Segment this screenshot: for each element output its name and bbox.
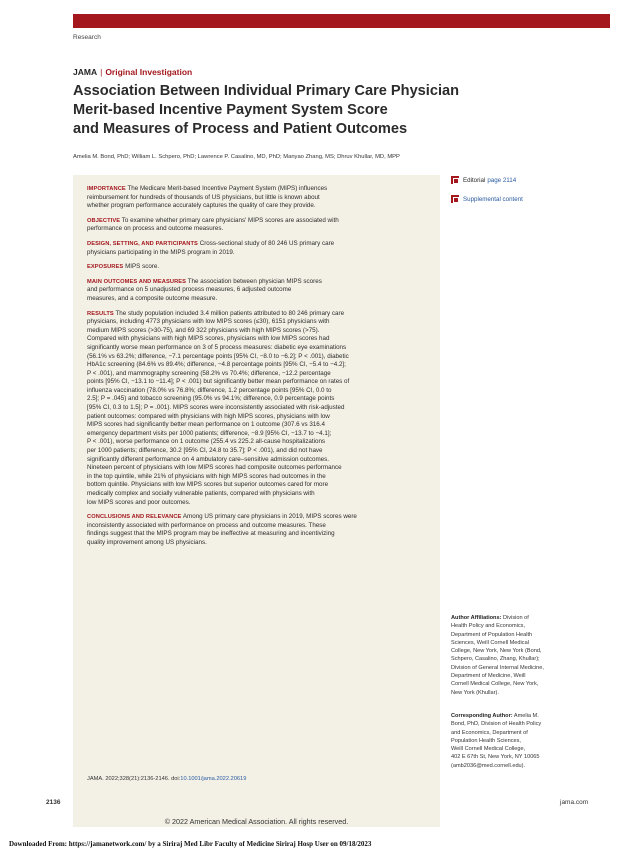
sidebar-line — [451, 672, 571, 680]
abstract-line: per 1000 patients; difference, 30.2 [95% CI, 24.8 to 35.7]; P < .001), and did not have — [87, 447, 323, 455]
abstract-outcomes — [87, 278, 432, 304]
abstract-line: Cross-sectional study of 80 246 US primary care — [199, 239, 335, 247]
article-type: Original Investigation — [105, 67, 193, 77]
sidebar-label: Corresponding Author: — [451, 713, 513, 719]
abstract-line: P < .001), and mammography screening (58.2% vs 70.4%; difference, −12.2 percentage — [87, 369, 331, 377]
journal-name: JAMA — [73, 67, 98, 77]
abstract-line: medically complex and socially vulnerable patients, compared with physicians with — [87, 490, 315, 497]
section-label-exposures: EXPOSURES — [87, 264, 124, 271]
abstract-line: Among US primary care physicians in 2019, MIPS scores were — [182, 513, 357, 521]
sidebar-line — [451, 720, 571, 728]
abstract-line: bottom quintile. Physicians with low MIPS scores but superior outcomes cared for more — [87, 481, 329, 489]
sidebar-text: New York (Khullar). — [451, 689, 499, 696]
section-label-objective: OBJECTIVE — [87, 217, 121, 224]
section-label-conclusions: CONCLUSIONS AND RELEVANCE — [87, 514, 182, 521]
abstract-line: The association between physician MIPS scores — [187, 277, 322, 285]
sidebar-text: and Economics, Department of — [451, 729, 528, 736]
abstract-line: and performance on 5 unadjusted process measures, 6 adjusted outcome — [87, 286, 292, 294]
abstract-line: quality improvement among US physicians. — [87, 538, 207, 546]
sidebar-text: (amb2036@med.cornell.edu). — [451, 762, 526, 769]
sidebar-text: Division of General Internal Medicine, — [451, 664, 544, 671]
abstract-design — [87, 240, 432, 257]
section-label-outcomes: MAIN OUTCOMES AND MEASURES — [87, 278, 187, 285]
supplemental-icon — [451, 195, 459, 203]
journal-line — [73, 67, 192, 77]
abstract-line: performance on process and outcome measures. — [87, 225, 224, 233]
abstract-line: patient outcomes: compared with physicians with high MIPS scores, physicians with low — [87, 412, 330, 420]
sidebar-line — [451, 712, 571, 720]
abstract-results — [87, 310, 432, 508]
citation — [87, 776, 246, 782]
sidebar-text: Weill Cornell Medical College, — [451, 746, 526, 753]
sidebar-line — [451, 631, 571, 639]
editorial-page-link[interactable]: page 2114 — [487, 176, 517, 184]
sidebar-line — [451, 655, 571, 663]
supplemental-label[interactable]: Supplemental content — [463, 195, 523, 203]
abstract-line: HbA1c screening (84.6% vs 89.4%; difference, −4.8 percentage points [95% CI, −5.4 to −4.2]; — [87, 361, 346, 369]
sidebar-text: Bond, PhD, Division of Health Policy — [451, 721, 542, 728]
abstract-line: Nineteen percent of physicians with low MIPS scores had composite outcomes performance — [87, 464, 342, 472]
editorial-label: Editorial — [463, 176, 486, 184]
sidebar-line — [451, 762, 571, 770]
copyright: © 2022 American Medical Association. All rights reserved. — [164, 817, 349, 826]
section-label-results: RESULTS — [87, 310, 114, 317]
sidebar-text: Population Health Sciences, — [451, 737, 521, 744]
sidebar-line — [451, 737, 571, 745]
sidebar-text: Sciences, Weill Cornell Medical — [451, 639, 529, 646]
section-label: Research — [73, 34, 101, 41]
section-label-design: DESIGN, SETTING, AND PARTICIPANTS — [87, 240, 198, 247]
doi-link[interactable]: 10.1001/jama.2022.20619 — [180, 776, 247, 782]
abstract-line: physicians, including 4773 physicians with low MIPS scores (≤30), 6151 physicians with — [87, 318, 330, 326]
abstract-box — [73, 175, 440, 827]
abstract-line: MIPS score. — [125, 263, 160, 271]
article-title — [73, 82, 493, 139]
editorial-link[interactable] — [451, 176, 516, 184]
sidebar-line — [451, 753, 571, 761]
abstract-line: medium MIPS scores (>30-75), and 69 322 physicians with high MIPS scores (>75). — [87, 326, 320, 334]
sidebar-line — [451, 622, 571, 630]
abstract-line: The study population included 3.4 million patients attributed to 80 246 primary care — [115, 309, 345, 317]
sidebar-line — [451, 729, 571, 737]
abstract-exposures — [87, 263, 432, 272]
abstract-line: findings suggest that the MIPS program may be ineffective at measuring and incentivizing — [87, 530, 335, 538]
abstract-line: MIPS scores had significantly better mean performance on 1 outcome (307.6 vs 316.4 — [87, 421, 325, 429]
sidebar-line — [451, 647, 571, 655]
editorial-icon — [451, 176, 459, 184]
abstract-importance — [87, 185, 432, 211]
abstract-line: P < .001), worse performance on 1 outcome (255.4 vs 225.2 all-cause hospitalizations — [87, 438, 326, 446]
abstract-line: physicians participating in the MIPS program in 2019. — [87, 248, 235, 256]
sidebar-text: Department of Population Health — [451, 631, 533, 638]
abstract-conclusions — [87, 513, 432, 547]
corresponding-author — [451, 712, 571, 770]
page-number: 2136 — [46, 799, 61, 806]
abstract-line: emergency department visits per 1000 patients; difference, −8.9 [95% CI, −13.7 to −4.1]; — [87, 429, 332, 437]
sidebar-label: Author Affiliations: — [451, 615, 502, 621]
abstract-line: in the top quintile, while 21% of physicians with high MIPS scores had outcomes in the — [87, 472, 326, 480]
author-affiliations — [451, 614, 571, 697]
abstract-line: 2.5]; P = .045) and tobacco screening (95.0% vs 94.1%; difference, 0.9 percentage points — [87, 395, 335, 403]
abstract-line: significantly worse mean performance on 3 of 5 process measures: diabetic eye examinations — [87, 343, 347, 351]
sidebar-text: Cornell Medical College, New York, — [451, 681, 539, 688]
sidebar-text: Health Policy and Economics, — [451, 623, 525, 630]
title-line: Merit-based Incentive Payment System Score — [73, 102, 388, 118]
abstract-line: whether program performance accurately captures the quality of care they provide. — [87, 202, 316, 210]
sidebar-line — [451, 664, 571, 672]
title-line: Association Between Individual Primary Care Physician — [73, 83, 460, 99]
sidebar-line — [451, 614, 571, 622]
abstract-line: influenza vaccination (78.0% vs 76.8%; difference, 1.2 percentage points [95% CI, 0.0 to — [87, 386, 332, 394]
abstract-line: [95% CI, 0.3 to 1.5]; P = .001). MIPS scores were inconsistently associated with risk-adjusted — [87, 404, 345, 412]
section-label-importance: IMPORTANCE — [87, 186, 126, 192]
journal-site[interactable]: jama.com — [560, 799, 589, 806]
supplemental-content-link[interactable] — [451, 195, 523, 203]
abstract-line: points [95% CI, −13.1 to −11.4]; P < .001) but significantly better mean performance on rates of — [87, 378, 350, 386]
abstract-line: The Medicare Merit-based Incentive Payment System (MIPS) influences — [127, 185, 328, 192]
abstract-line: (56.1% vs 63.2%; difference, −7.1 percentage points [95% CI, −8.0 to −6.2]; P < .001), diabetic — [87, 352, 349, 360]
sidebar-text: 402 E 67th St, New York, NY 10065 — [451, 754, 540, 761]
author-list: Amelia M. Bond, PhD; William L. Schpero, PhD; Lawrence P. Casalino, MD, PhD; Manyao Zhang, MS; Dhruv Khullar, MD, MPP — [73, 154, 400, 160]
sidebar-line — [451, 689, 571, 697]
abstract-line: reimbursement for hundreds of thousands of US physicians, but little is known about — [87, 193, 320, 201]
sidebar-line — [451, 680, 571, 688]
download-notice: Downloaded From: https://jamanetwork.com/ by a Siriraj Med Libr Faculty of Medicine Siriraj Hosp User on 09/18/2023 — [9, 840, 372, 848]
title-line: and Measures of Process and Patient Outcomes — [73, 121, 408, 137]
abstract-objective — [87, 217, 432, 234]
abstract-line: inconsistently associated with performance on process and outcome measures. These — [87, 521, 326, 529]
citation-text: JAMA. 2022;328(21):2136-2146. doi: — [87, 776, 181, 782]
sidebar-text: Division of — [503, 615, 529, 621]
sidebar-text: College, New York, New York (Bond, — [451, 648, 542, 655]
sidebar-line — [451, 639, 571, 647]
sidebar-text: Amelia M. — [513, 713, 539, 719]
abstract-line: significantly different performance on 4 ambulatory care–sensitive admission outcomes. — [87, 455, 330, 463]
abstract-line: Compared with physicians with high MIPS scores, physicians with low MIPS scores had — [87, 335, 330, 343]
abstract-line: low MIPS scores and poor outcomes. — [87, 498, 191, 506]
sidebar-text: Department of Medicine, Weill — [451, 673, 526, 680]
journal-separator: | — [100, 67, 103, 77]
sidebar-text: Schpero, Casalino, Zhang, Khullar); — [451, 656, 540, 663]
sidebar-line — [451, 745, 571, 753]
header-color-bar — [73, 14, 610, 28]
abstract-line: To examine whether primary care physicians' MIPS scores are associated with — [121, 216, 339, 224]
abstract-line: measures, and a composite outcome measure. — [87, 294, 218, 302]
